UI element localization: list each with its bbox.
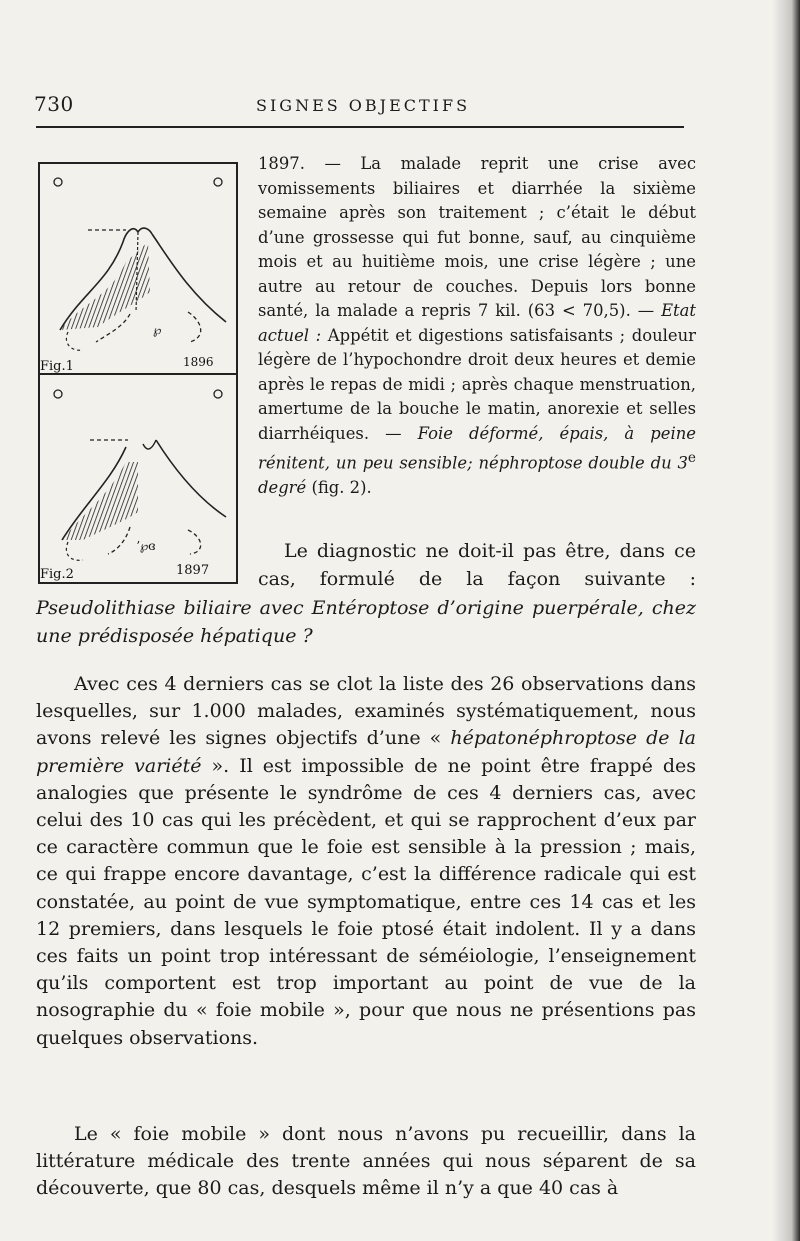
running-title: SIGNES OBJECTIFS — [256, 96, 471, 115]
case-notes-foie: Foie déformé, épais, à peine rénitent, un peu sensible; néphroptose double du 3 — [258, 423, 696, 473]
diagnosis-italic: Pseudolithiase biliaire avec Entéroptose d’origine puerpérale, chez une prédisposée hépatique — [36, 597, 696, 647]
paragraph-foie-mobile — [36, 1121, 696, 1203]
diagnosis-end: ? — [296, 625, 313, 647]
case-notes-text-a: 1897. — La malade reprit une crise avec vomissements biliaires et diarrhée la sixième semaine après son traitement ; c’était le début d’une grossesse qui fut bonne, sauf, au cinquième mois et au huitième mois, une crise légère ; une autre au retour de couches. Depuis lors bonne santé, la malade a repris 7 kil. (63 < 70,5). — — [258, 154, 696, 320]
paragraph-summary — [36, 671, 696, 1052]
diagnosis-continuation — [36, 594, 696, 650]
paragraph3-text: Le « foie mobile » dont nous n’avons pu recueillir, dans la littérature médicale des trente années qui nous séparent de sa découverte, que 80 cas, desquels même il n’y a que 40 cas à — [36, 1123, 696, 1200]
header-rule — [36, 126, 684, 128]
paragraph2-text-a: Avec ces 4 derniers cas se clot la liste des 26 observations dans lesquelles, sur 1.000 malades, examinés systématiquement, nous avons relevé les signes objectifs d’une « — [36, 673, 696, 750]
case-notes-text-c: Appétit et digestions satisfaisants ; douleur légère de l’hypochondre droit deux heures et demie après le repas de midi ; après chaque menstruation, amertume de la bouche le matin, anorexie et selles diarrhéiques. — — [258, 325, 696, 443]
fig1-label: Fig.1 — [40, 359, 74, 374]
page-header — [34, 92, 684, 122]
diagnosis-lead — [258, 538, 696, 593]
fig2-diagram — [40, 390, 226, 582]
fig2-label: Fig.2 — [40, 567, 74, 582]
paragraph2-italic: hépatonéphroptose de la première variété — [36, 727, 696, 777]
fig1-diagram — [40, 178, 226, 374]
svg-text:℘: ℘ — [153, 323, 162, 337]
case-notes-paragraph — [258, 152, 696, 500]
case-notes-etat-actuel: Etat actuel : — [258, 301, 696, 345]
case-notes-text-f: (fig. 2). — [306, 477, 372, 497]
paragraph2-text-c: ». Il est impossible de ne point être frappé des analogies que présente le syndrôme de ces 4 derniers cas, avec celui des 10 cas qui les précèdent, et qui se rapprochent d’eux par ce caractère commun que le foie est sensible à la pression ; mais, ce qui frappe encore davantage, c’est la différence radicale qui est constatée, au point de vue symptomatique, entre ces 14 cas et les 12 premiers, dans lesquels le foie ptosé était indolent. Il y a dans ces faits un point trop intéressant de séméiologie, l’enseignement qu’ils comportent est trop important au point de vue de la nosographie du « foie mobile », pour que nous ne présentions pas quelques observations. — [36, 754, 697, 1049]
figure-svg — [38, 162, 238, 586]
fig1-year: 1896 — [183, 355, 214, 369]
svg-text:ʼ℘ɞ: ʼ℘ɞ — [136, 539, 156, 553]
figure-liver-diagrams — [38, 162, 238, 586]
diagnosis-lead-text: Le diagnostic ne doit-il pas être, dans ce cas, formulé de la façon suivante : — [258, 540, 696, 590]
fig2-year: 1897 — [176, 563, 210, 578]
case-notes-degre: degré — [258, 477, 307, 497]
page-edge-shadow — [772, 0, 800, 1241]
case-notes-sup: e — [687, 450, 696, 466]
page-number: 730 — [34, 92, 74, 116]
